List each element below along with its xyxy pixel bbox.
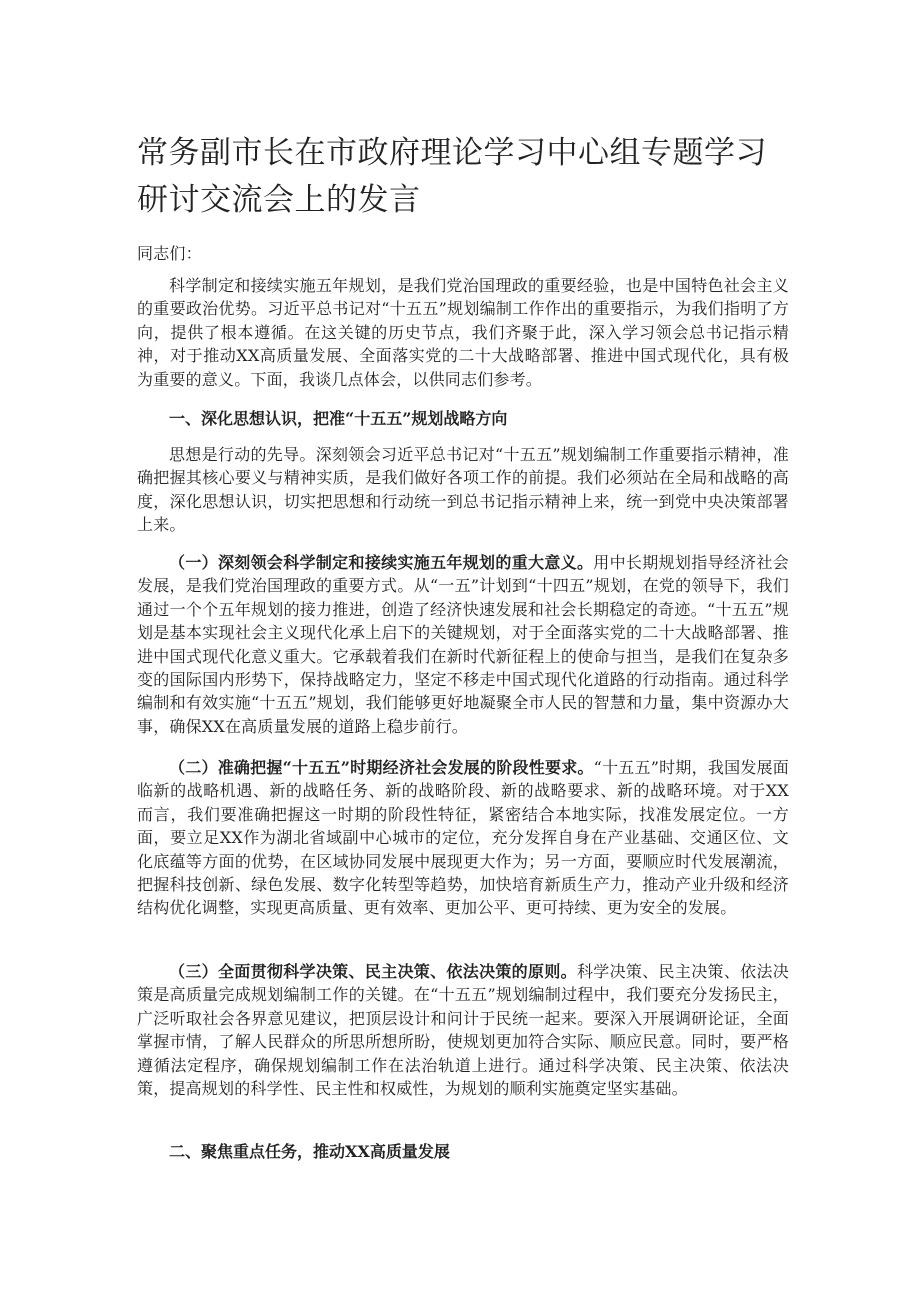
page-title: 常务副市长在市政府理论学习中心组专题学习研讨交流会上的发言 [137,135,767,218]
sub-3-lead: （三）全面贯彻科学决策、民主决策、依法决策的原则。 [169,962,577,981]
section-2-heading: 二、聚焦重点任务，推动XX高质量发展 [169,1142,450,1161]
sub-2-text: “十五五”时期，我国发展面临新的战略机遇、新的战略任务、新的战略阶段、新的战略要求、新的战略环境。对于XX而言，我们要准确把握这一时期的阶段性特征，紧密结合本地实际，找准发展定位。一方面，要立足XX作为湖北省域副中心城市的定位，充分发挥自身在产业基础、交通区位、文化底蕴等方面的优势，在区域协同发展中展现更大作为；另一方面，要顺应时代发展潮流，把握科技创新、绿色发展、数字化转型等趋势，加快培育新质生产力，推动产业升级和经济结构优化调整，实现更高质量、更有效率、更加公平、更可持续、更为安全的发展。 [137,758,789,918]
section-1-heading: 一、深化思想认识，把准“十五五”规划战略方向 [169,409,508,428]
section-1-sub-3 [137,960,789,1100]
section-1-sub-2 [137,756,789,920]
sub-3-text: 科学决策、民主决策、依法决策是高质量完成规划编制工作的关键。在“十五五”规划编制过程中，我们要充分发扬民主，广泛听取社会各界意见建议，把顶层设计和问计于民统一起来。要深入开展调研论证，全面掌握市情，了解人民群众的所思所想所盼，使规划更加符合实际、顺应民意。同时，要严格遵循法定程序，确保规划编制工作在法治轨道上进行。通过科学决策、民主决策、依法决策，提高规划的科学性、民主性和权威性，为规划的顺利实施奠定坚实基础。 [137,962,789,1099]
salutation: 同志们： [137,244,202,263]
sub-1-text: 用中长期规划指导经济社会发展，是我们党治国理政的重要方式。从“一五”计划到“十四五”规划，在党的领导下，我们通过一个个五年规划的接力推进，创造了经济快速发展和社会长期稳定的奇迹。“十五五”规划是基本实现社会主义现代化承上启下的关键规划，对于全面落实党的二十大战略部署、推进中国式现代化意义重大。它承载着我们在新时代新征程上的使命与担当，是我们在复杂多变的国际国内形势下，保持战略定力，坚定不移走中国式现代化道路的行动指南。通过科学编制和有效实施“十五五”规划，我们能够更好地凝聚全市人民的智慧和力量，集中资源办大事，确保XX在高质量发展的道路上稳步前行。 [137,553,790,736]
section-1-sub-1 [137,551,789,738]
intro-paragraph: 科学制定和接续实施五年规划，是我们党治国理政的重要经验，也是中国特色社会主义的重要政治优势。习近平总书记对“十五五”规划编制工作作出的重要指示，为我们指明了方向，提供了根本遵循。在这关键的历史节点，我们齐聚于此，深入学习领会总书记指示精神，对于推动XX高质量发展、全面落实党的二十大战略部署、推进中国式现代化，具有极为重要的意义。下面，我谈几点体会，以供同志们参考。 [137,276,789,389]
sub-1-lead: （一）深刻领会科学制定和接续实施五年规划的重大意义。 [169,553,594,572]
section-1-paragraph: 思想是行动的先导。深刻领会习近平总书记对“十五五”规划编制工作重要指示精神，准确把握其核心要义与精神实质，是我们做好各项工作的前提。我们必须站在全局和战略的高度，深化思想认识，切实把思想和行动统一到总书记指示精神上来，统一到党中央决策部署上来。 [137,445,789,535]
sub-2-lead: （二）准确把握“十五五”时期经济社会发展的阶段性要求。 [169,758,594,777]
